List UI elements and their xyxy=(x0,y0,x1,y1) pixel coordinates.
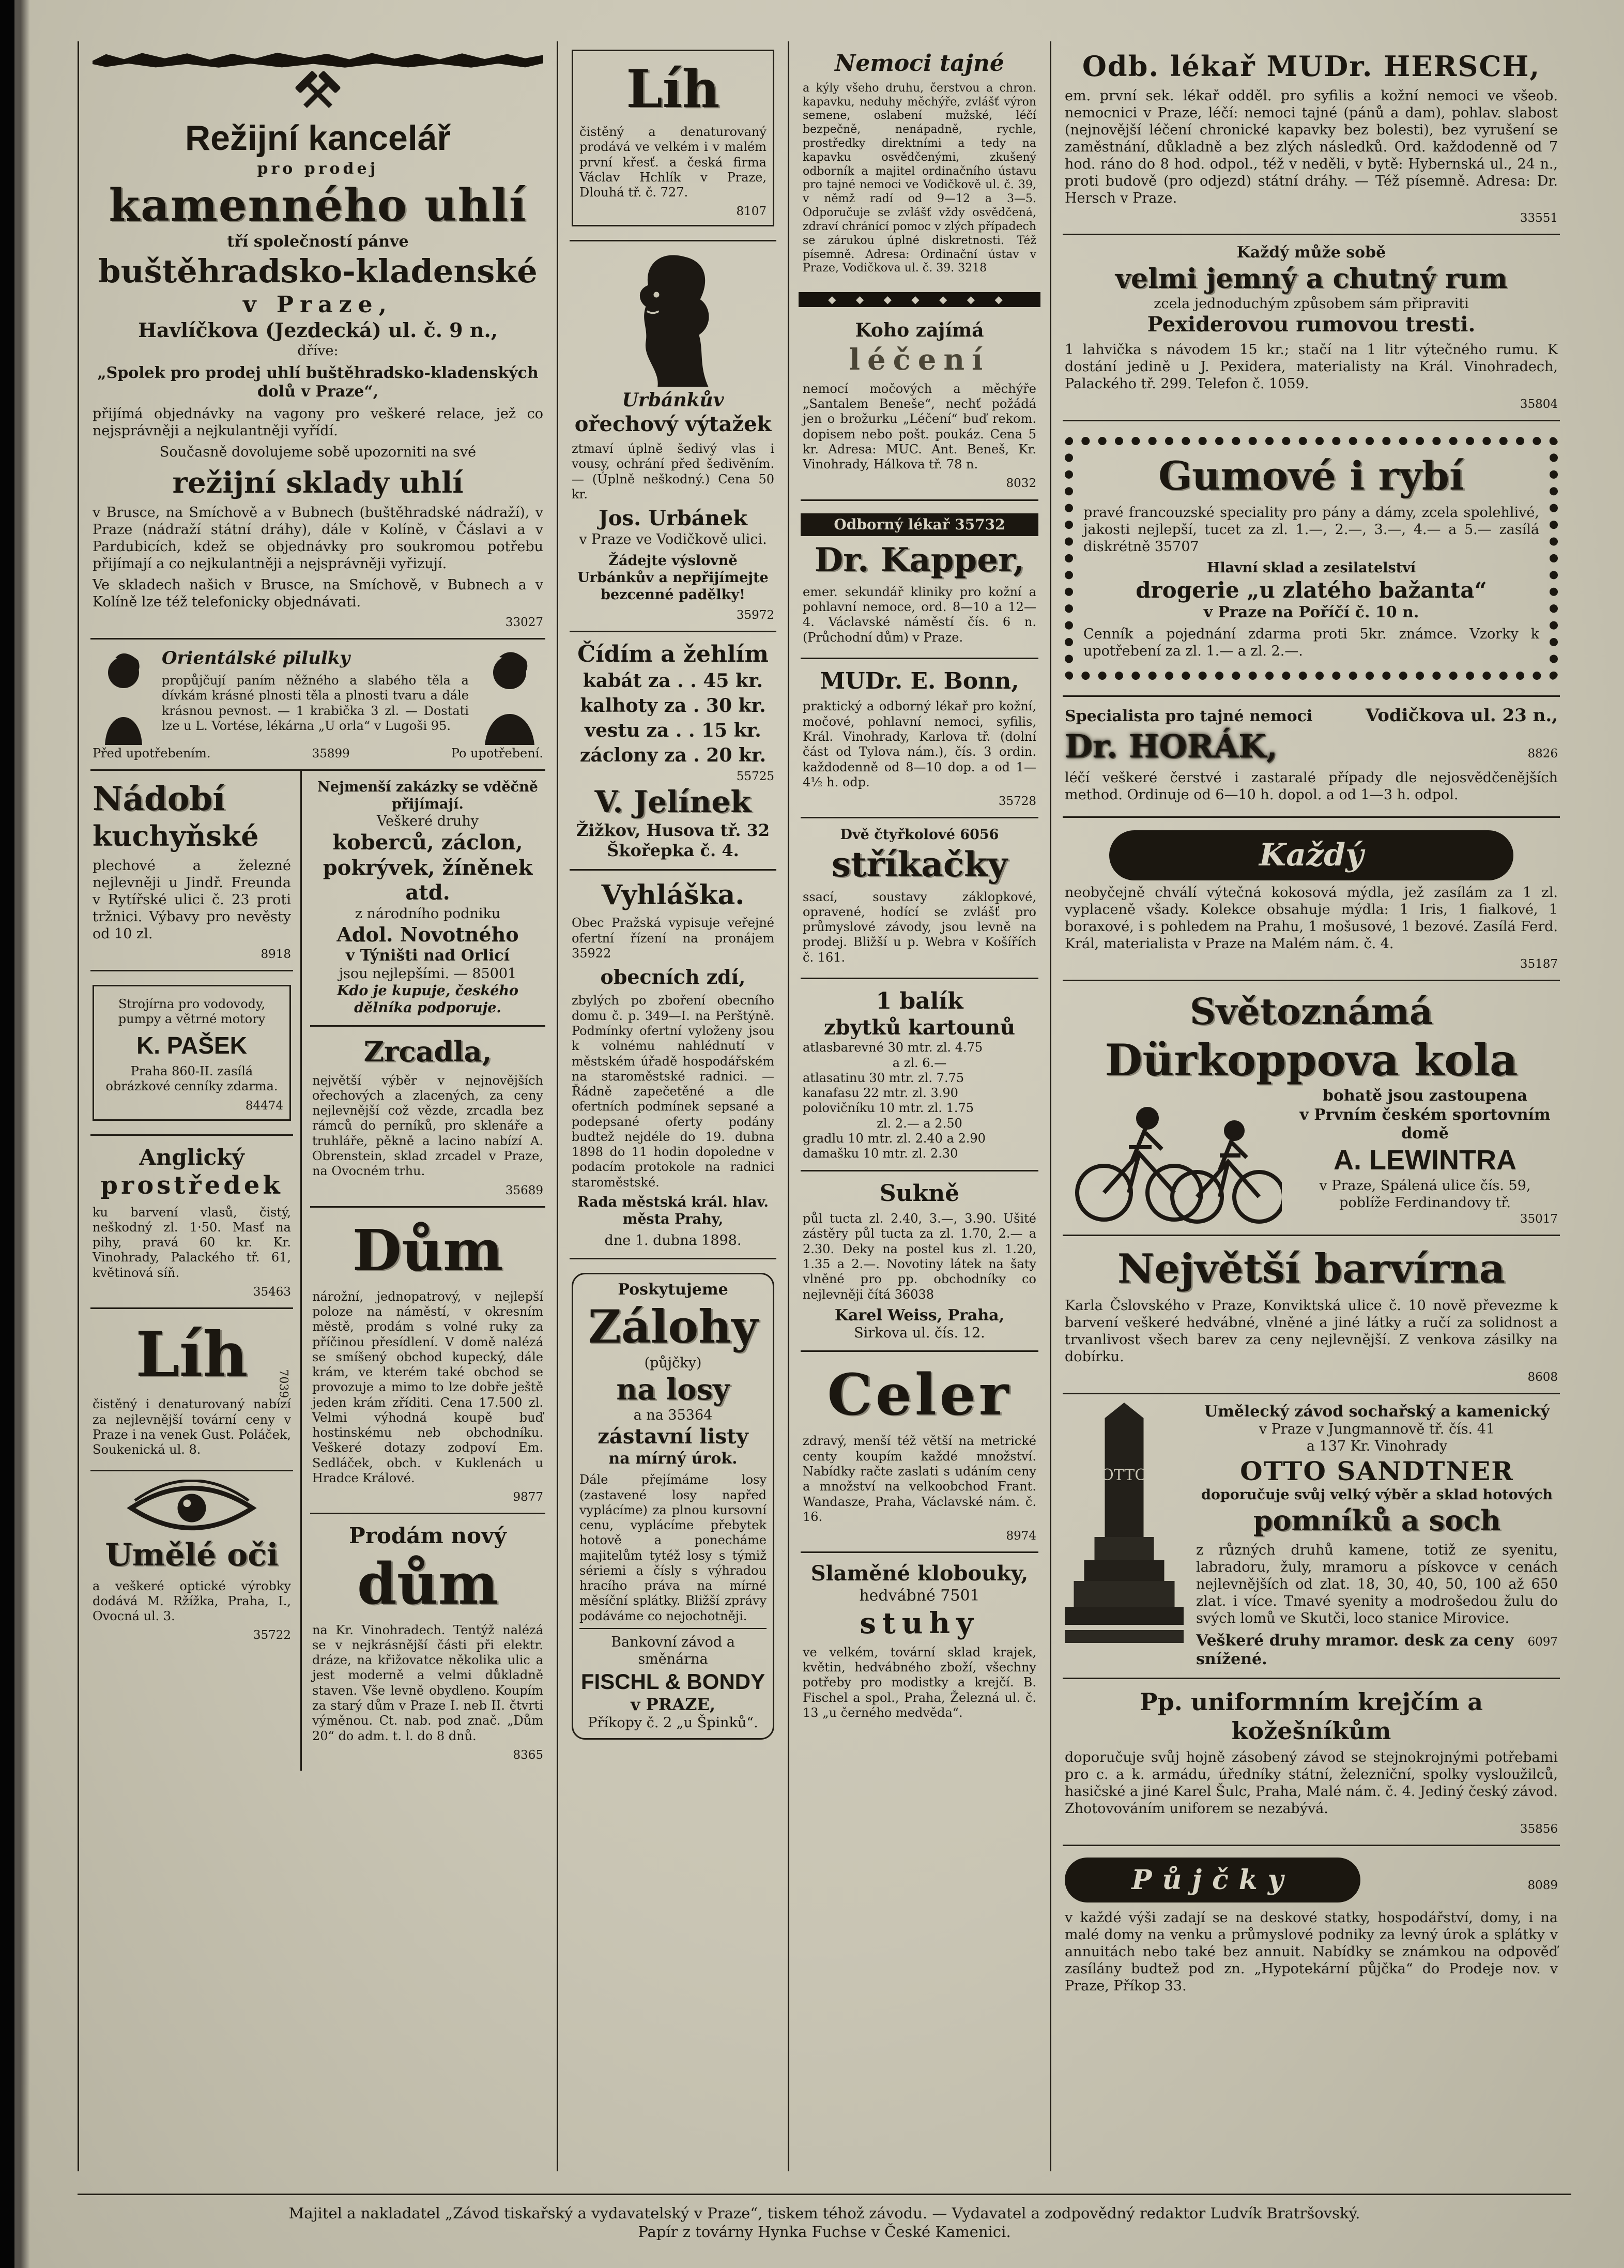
price-line: kabát za . . 45 kr. xyxy=(583,670,763,692)
fabric-line: damašku 10 mtr. zl. 2.30 xyxy=(803,1146,958,1161)
ad-address: v Praze ve Vodičkově ulici. xyxy=(579,531,767,547)
column-a-subcolumns xyxy=(90,769,545,1771)
ad-title: zástavní listy xyxy=(597,1424,748,1449)
ad-line: Bankovní závod a směnárna xyxy=(579,1628,767,1668)
ad-title: Největší barvírna xyxy=(1117,1245,1506,1292)
ad-line: Veškeré druhy xyxy=(377,813,479,829)
ad-firm: Karel Weiss, Praha, xyxy=(834,1306,1005,1325)
ad-kazdy-mydla xyxy=(1063,816,1560,980)
ad-line: hedvábné 7501 xyxy=(859,1586,980,1605)
ad-number: 8365 xyxy=(513,1748,543,1762)
ad-line: zcela jednoduchým způsobem sám připraviti xyxy=(1154,295,1469,312)
ad-body: doporučuje svůj hojně zásobený závod se stejnokrojnými potřebami pro c. a k. armádu, úředníky státní, železniční, spolky vysloužilců, hasičské a jiné Karel Šulc, Praha, Malé nám. č. 4. Jediný český závod. Zhotovováním uniforem se nezabývá. xyxy=(1065,1749,1558,1817)
ad-number: 35689 xyxy=(505,1183,543,1197)
ad-title: Čídím a žehlím xyxy=(577,641,769,667)
price-line: vestu za . . 15 kr. xyxy=(585,720,761,742)
ad-line: Dvě čtyřkolové 6056 xyxy=(840,827,999,843)
ad-line: v Prvním českém sportovním domě xyxy=(1299,1105,1551,1143)
ad-title: kuchyňské xyxy=(93,819,259,853)
ad-title: stříkačky xyxy=(831,844,1008,885)
ad-body: půl tucta zl. 2.40, 3.—, 3.90. Ušité zástěry půl tucta za zl. 1.70, 2.— a 2.30. Deky na postel kus zl. 1.20, 1.35 a 2.—. Novotiny látek na šaty vlněné pro pp. obchodníky co nejlevněji čítá 36038 xyxy=(803,1211,1036,1302)
ad-nejvetsi-barvirna xyxy=(1063,1235,1560,1393)
ad-title-banner: Každý xyxy=(1109,830,1513,880)
ad-line: jsou nejlepšími. — 85001 xyxy=(339,965,517,982)
ad-title: Sukně xyxy=(879,1180,960,1207)
ad-nadobi-kuchynske xyxy=(90,771,293,970)
ad-subtitle: pro prodej xyxy=(257,159,379,178)
ad-address: v Praze na Poříčí č. 10 n. xyxy=(1203,603,1419,621)
ad-address: Havlíčkova (Jezdecká) ul. č. 9 n., xyxy=(138,318,498,342)
ad-line: „Spolek pro prodej uhlí buštěhradsko-kladenských dolů v Praze“, xyxy=(97,363,539,401)
ad-prodam-novy-dum xyxy=(310,1513,545,1771)
ad-line: Kdo je kupuje, českého dělníka podporuje. xyxy=(336,982,519,1016)
ad-body: na Kr. Vinohradech. Tentýž nalézá se v nejkrásnější části při elektr. dráze, na křižovatce několika ulic a jest moderně a velmi důkladně staven. Vše levně obydleno. Koupím za starý dům v Praze I. neb II. čtvrti výměnou. Ct. nab. pod znač. „Dům 20“ do adm. t. l. do 8 dnů. xyxy=(312,1622,543,1743)
ad-display-line: režijní sklady uhlí xyxy=(172,465,464,500)
ad-vyhlaska xyxy=(570,869,776,1258)
ad-number: 35804 xyxy=(1520,398,1558,412)
ad-strikacky xyxy=(801,817,1038,978)
ad-number: 8918 xyxy=(261,947,291,961)
column-a xyxy=(78,41,558,2171)
ad-line: doporučuje svůj velký výběr a sklad hotových xyxy=(1201,1487,1553,1503)
ad-line: Umělecký závod sochařský a kamenický xyxy=(1204,1402,1550,1421)
ad-body: Současně dovolujeme sobě upozorniti na své xyxy=(159,444,477,460)
price-line: kalhoty za . 30 kr. xyxy=(580,695,766,717)
ad-title: Odb. lékař MUDr. HERSCH, xyxy=(1082,50,1541,83)
ad-address: v Praze, Spálená ulice čís. 59, poblíže Ferdinandovy tř. xyxy=(1319,1177,1531,1211)
ad-date: dne 1. dubna 1898. xyxy=(604,1232,742,1249)
ad-warning: Žádejte výslovně Urbánkův a nepřijímejte bezcenné padělky! xyxy=(577,552,769,603)
ad-body: čistěný i denaturovaný nabízí za nejlevnější tovární ceny v Praze i na venek Gust. Poláček, Soukenická ul. 8. xyxy=(93,1397,291,1457)
ad-number: 8032 xyxy=(1006,477,1036,491)
ad-title: Anglický xyxy=(139,1144,244,1170)
ad-number: 35728 xyxy=(998,795,1036,809)
ad-line: a na 35364 xyxy=(633,1407,713,1423)
ad-body: plechové a železné nejlevněji u Jindř. Freunda v Rytířské ulici č. 23 proti tržnici. Výbavy pro nevěsty od 10 zl. xyxy=(93,857,291,942)
ad-sukne-weiss xyxy=(801,1170,1038,1351)
ad-orientalske-pilulky xyxy=(90,638,545,769)
ad-title: na losy xyxy=(616,1372,730,1407)
ad-body: Cenník a pojednání zdarma proti 5kr. známce. Vzorky k upotřebení za zl. 1.— a zl. 2.—. xyxy=(1083,626,1539,660)
ad-title: dům xyxy=(357,1550,499,1617)
ad-body: propůjčují paním něžného a slabého těla a dívkám krásné plnosti těla a plnosti tvaru a dále krásnou pevnost. — 1 krabička 3 zl. — Dostati lze u L. Vortése, lékárna „U orla“ v Lugoši 95. xyxy=(162,673,469,733)
ad-name: MUDr. E. Bonn, xyxy=(820,667,1019,694)
ad-body: přijímá objednávky na vagony pro veškeré relace, jež co nejsprávněji a nejkulantněji vyřídí. xyxy=(93,405,543,439)
columns xyxy=(78,41,1571,2171)
ad-title: Prodám nový xyxy=(349,1523,507,1549)
ad-body: ve velkém, tovární sklad krajek, květin, hedvábného zboží, všechny potřeby pro modistky a krejčí. B. Fischel a spol., Praha, Železná ul. č. 13 „u černého medvěda“. xyxy=(803,1645,1036,1720)
ad-title: pomníků a soch xyxy=(1253,1504,1501,1538)
ad-urbankuv-vytazek xyxy=(570,240,776,630)
ad-name: K. PAŠEK xyxy=(136,1032,247,1059)
ad-number: 33027 xyxy=(505,615,543,629)
ad-line: Poskytujeme xyxy=(618,1280,728,1299)
ad-address: Vodičkova ul. 23 n., xyxy=(1365,705,1558,726)
woman-after-illustration xyxy=(476,648,543,746)
monument-illustration xyxy=(1065,1403,1184,1669)
ad-title: prostředek xyxy=(100,1171,283,1200)
ad-body: zbylých po zboření obecního domu č. p. 349—I. na Perštýně. Podmínky ofertní vyloženy jsou k volnému nahlédnutí v městském úřadě hospodářském na staroměstské radnici. — Řádně zapečetěné a dle ofertních podmínek sepsané a podepsané oferty podány budtež nejdéle do 19. dubna 1898 do 11 hodin dopoledne v podacím protokole na radnici staroměstské. xyxy=(572,993,774,1190)
ad-title: Nádobí xyxy=(93,779,225,818)
fabric-line: gradlu 10 mtr. zl. 2.40 a 2.90 xyxy=(803,1131,986,1146)
ad-body: ku barvení vlasů, čistý, neškodný zl. 1·50. Masť na pihy, pravá 60 kr. Kr. Vinohrady, Palackého tř. 61, květinová síň. xyxy=(93,1205,291,1280)
ad-number: 55725 xyxy=(736,770,774,784)
ad-line: bohatě jsou zastoupena xyxy=(1323,1087,1527,1105)
fabric-line: zl. 2.— a 2.50 xyxy=(877,1116,962,1131)
ad-number: 35899 xyxy=(312,747,350,760)
ad-lih-polacek xyxy=(90,1307,293,1470)
ad-title: Gumové i rybí xyxy=(1158,453,1464,499)
ad-title: Slaměné klobouky, xyxy=(810,1561,1029,1586)
eye-illustration xyxy=(93,1480,291,1536)
ad-line: na mírný úrok. xyxy=(608,1449,738,1468)
ad-line: Specialista pro tajné nemoci xyxy=(1065,707,1313,726)
ad-body: emer. sekundář kliniky pro kožní a pohlavní nemoce, ord. 8—10 a 12—4. Václavské náměstí čís. 6 n. (Průchodní dům) v Praze. xyxy=(803,584,1036,645)
ad-line: (půjčky) xyxy=(644,1354,702,1371)
ad-body: Praha 860-II. zasílá obrázkové cenníky zdarma. xyxy=(105,1064,278,1094)
ad-line: v Praze v Jungmannově tř. čís. 41 xyxy=(1259,1421,1495,1438)
ad-number: 7039 xyxy=(277,1369,290,1398)
imprint-line: Majitel a nakladatel „Závod tiskařský a vydavatelský v Praze“, tiskem téhož závodu. — Vydavatel a zodpovědný redaktor Ludvík Bratršovský. xyxy=(288,2204,1360,2223)
ad-number: 84474 xyxy=(245,1099,283,1113)
subcolumn-left xyxy=(90,771,300,1771)
ad-title: velmi jemný a chutný rum xyxy=(1115,263,1508,295)
fabric-line: polovičníku 10 mtr. zl. 1.75 xyxy=(803,1101,974,1116)
ad-body: pravé francouzské speciality pro pány a dámy, zcela spolehlivé, jakosti nejlepší, tucet za zl. 1.—, 2.—, 3.—, 4.— a 5.— zasílá diskrétně 35707 xyxy=(1083,504,1539,555)
ad-title: zbytků kartounů xyxy=(823,1015,1016,1040)
cyclists-illustration xyxy=(1065,1089,1282,1224)
ad-body: praktický a odborný lékař pro kožní, močové, pohlavní nemoci, syfilis, Král. Vinohrady, Karlova tř. (dolní část od Tylova nám.), čís. 3 ordin. každodenně od 8—10 dop. a od 1—4½ h. odp. xyxy=(803,699,1036,789)
ad-number: 9877 xyxy=(513,1490,543,1504)
subcolumn-right xyxy=(300,771,545,1771)
ad-otto-sandtner xyxy=(1063,1393,1560,1678)
ad-line: a 137 Kr. Vinohrady xyxy=(1306,1438,1448,1455)
ad-zalohy-fischl-bondy xyxy=(570,1258,776,1753)
ad-number: 35972 xyxy=(736,608,774,622)
ad-line: Každý může sobě xyxy=(1236,243,1386,262)
ad-title: Celer xyxy=(827,1361,1012,1428)
ad-number: 33551 xyxy=(1520,211,1558,225)
ad-subtitle: obecních zdí, xyxy=(600,965,746,989)
ad-number: 8107 xyxy=(736,205,767,219)
ad-city: v Praze, xyxy=(243,291,393,318)
ad-name: Pexiderovou rumovou tresti. xyxy=(1147,312,1476,337)
ad-number: 35722 xyxy=(253,1628,291,1642)
ad-name: drogerie „u zlatého bažanta“ xyxy=(1136,577,1487,603)
ad-body: v každé výši zadají se na deskové statky, hospodářství, domy, i na malé domy na venku a průmyslové podniky za levný úrok a splátky v annuitách nebo také bez annuit. Nabídky se známkou na odpověď zasílány budtež pod zn. „Hypotekární půjčka“ do Prodeje nov. v Praze, Příkop 33. xyxy=(1065,1910,1558,1994)
ad-title: Dům xyxy=(352,1216,503,1284)
ad-name: Jos. Urbánek xyxy=(598,506,748,531)
ad-koberce-novotny xyxy=(310,771,545,1025)
fabric-line: atlasatinu 30 mtr. zl. 7.75 xyxy=(803,1070,964,1085)
ad-title: Vyhláška. xyxy=(601,879,745,911)
ad-address: Příkopy č. 2 „u Špinků“. xyxy=(588,1715,758,1731)
ad-lih-hchlik xyxy=(570,41,776,240)
ad-title-banner: Půjčky xyxy=(1065,1858,1360,1902)
ad-pujcky xyxy=(1063,1845,1560,2007)
ad-body: nemocí močových a měchýře „Santalem Beneše“, nechť požádá jen o brožurku „Léčení“ buď rekom. dopisem nebo pošt. poukáz. Cena 5 kr. Adresa: MUC. Ant. Beneš, Kr. Vinohrady, Hálkova tř. 78 n. xyxy=(803,381,1036,472)
ad-body: největší výběr v nejnovějších ořechových a zlacených, za ceny nejlevnější což vězde, zrcadla bez rámců do perníků, pro sklenáře a truhláře, pěkně a lacino nabízí A. Obrenstein, sklad zrcadel v Praze, na Ovocném trhu. xyxy=(312,1073,543,1179)
ad-line: Veškeré druhy mramor. desk za ceny snížené. xyxy=(1196,1631,1514,1669)
ad-title: Dürkoppova kola xyxy=(1105,1034,1518,1086)
ad-body: z různých druhů kamene, totiž ze syenitu, labradoru, žuly, mramoru a pískovce v cenách nejlevnějších od zlat. 18, 30, 40, 50, 100 až 650 zlat. i více. Tmavé syenity a modrošedou žulu do svých lomů ve Skutči, loco stanice Mirovice. xyxy=(1196,1542,1558,1626)
ad-title: Líh xyxy=(135,1318,248,1391)
ad-anglicky-prostredek xyxy=(90,1134,293,1307)
ad-balik-kartounu xyxy=(801,978,1038,1170)
ad-dum-prodej xyxy=(310,1206,545,1513)
ad-title: Režijní kancelář xyxy=(185,118,451,158)
ad-name: Dr. Kapper, xyxy=(814,540,1025,580)
torn-bar-divider xyxy=(93,52,543,68)
ad-pasek-strojirna xyxy=(90,970,293,1134)
imprint-footer xyxy=(78,2194,1571,2241)
ad-display-line: buštěhradsko-kladenské xyxy=(98,252,538,291)
ad-nemoci-tajne xyxy=(801,41,1038,288)
ad-number: 6097 xyxy=(1527,1635,1558,1649)
ad-rezijni-kancelar xyxy=(90,41,545,638)
ad-uniformni-krejci xyxy=(1063,1678,1560,1845)
ad-line: v PRAZE, xyxy=(630,1695,716,1715)
ad-line: Strojírna pro vodovody, pumpy a větrné motory xyxy=(118,996,266,1026)
imprint-line: Papír z továrny Hynka Fuchse v České Kamenici. xyxy=(638,2223,1011,2241)
ad-durkoppova-kola xyxy=(1063,980,1560,1234)
ad-koho-zajima-leceni xyxy=(801,311,1038,499)
ad-pexiderova-trest xyxy=(1063,234,1560,420)
ad-gumove-i-rybi xyxy=(1063,420,1560,695)
ad-line: Urbánkův xyxy=(622,389,724,412)
monument-label: OTTO xyxy=(1101,1466,1147,1484)
ad-address: Žižkov, Husova tř. 32 xyxy=(576,820,770,840)
ad-title: léčení xyxy=(849,342,990,377)
ad-line: dříve: xyxy=(297,342,339,359)
ad-mudr-hersch xyxy=(1063,41,1560,234)
ad-body: Ve skladech našich v Brusce, na Smíchově, v Bubnech a v Kolíně lze též telefonicky objednávati. xyxy=(93,576,543,610)
ad-signature: Rada městská král. hlav. města Prahy, xyxy=(577,1194,769,1227)
ad-caption-left: Před upotřebením. xyxy=(93,745,211,760)
ad-address: Škořepka č. 4. xyxy=(607,840,739,860)
ad-body: léčí veškeré čerstvé i zastaralé případy dle nejosvědčenějších method. Ordinuje od 6—10 h. dopol. a od 1—3 h. odpol. xyxy=(1065,770,1558,803)
ad-name: Dr. HORÁK, xyxy=(1065,727,1278,765)
ad-display-line: kamenného uhlí xyxy=(109,179,527,232)
ad-line: v Týništi nad Orlicí xyxy=(345,947,510,965)
ad-number: 8826 xyxy=(1527,747,1558,760)
ad-title: ořechový výtažek xyxy=(574,412,772,437)
ad-body: zdravý, menší též větší na metrické centy koupím každé množství. Nabídky račte zaslati s udáním ceny a množství na velkoobchod Frant. Wandasze, Praha, Václavské nám. č. 16. xyxy=(803,1434,1036,1524)
ad-body: em. první sek. lékař odděl. pro syfilis a kožní nemoci ve všeob. nemocnici v Praze, léčí: nemoci tajné (pánů a dam), pohlav. slabost (nejnovější léčení chronické kapavky bez bolesti), bez vyrušení se zaměstnání, důkladně a bez zlých následků. Ord. každodenně od 7 hod. ráno do 8 hod. odpol., též v neděli, v bytě: Hybernská ul., 24 n., proti budově (pro odjezd) státní dráhy. — Též písemně. Adresa: Dr. Hersch v Praze. xyxy=(1065,87,1558,206)
ad-body: čistěný a denaturovaný prodává ve velkém i v malém první křesť. a česká firma Václav Hchlík v Praze, Dlouhá tř. č. 727. xyxy=(579,125,767,200)
ad-line: tří společností pánve xyxy=(227,233,409,251)
ad-body: v Brusce, na Smíchově a v Bubnech (buštěhradské nádraží), v Praze (nádraží státní dráhy), dále v Kolíně, v Čáslavi a v Pardubicích, kdež se objednávky pro soukromou potřebu přijímají a co nejkulantněji a nejsprávněji vyřizují. xyxy=(93,504,543,572)
ad-body: ssací, soustavy záklopkové, opravené, hodící se zvlášť pro průmyslové závody, jsou levně na prodej. Bližší u p. Webra v Košířích č. 161. xyxy=(803,889,1036,965)
ad-title: stuhy xyxy=(860,1606,979,1640)
ad-dr-kapper xyxy=(801,499,1038,658)
ad-umele-oci xyxy=(90,1470,293,1651)
ad-number: 35856 xyxy=(1520,1822,1558,1836)
scan-edge xyxy=(0,0,30,2268)
ad-number: 35017 xyxy=(1520,1212,1558,1226)
ad-celer xyxy=(801,1350,1038,1551)
ad-title: Světoznámá xyxy=(1189,990,1433,1033)
column-d xyxy=(1051,41,1571,2171)
woman-profile-illustration xyxy=(572,250,774,389)
ad-firm: FISCHL & BONDY xyxy=(580,1669,765,1694)
ad-name: A. LEWINTRA xyxy=(1334,1144,1516,1176)
ad-body: a kýly všeho druhu, čerstvou a chron. kapavku, neduhy měchýře, zvlášť výron semene, oslabení mužské, léčí bezpečně, nenápadně, rychle, prostředky direktními a tedy na kapavku osvědčenými, zkušený odborník a majitel ordinačního ústavu pro tajné nemoci ve Vodičkově ul. č. 39, v němž radí od 9—12 a 3—5. Odporučuje se zvlášť vždy osvědčená, zdraví chránící pomoc v zlých případech se zárukou úplné diskretnosti. Též písemně. Adresa: Ordinační ústav v Praze, Vodičkova ul. č. 39. 3218 xyxy=(803,81,1036,275)
ad-number: 8608 xyxy=(1527,1370,1558,1384)
ad-title: Zálohy xyxy=(588,1300,758,1354)
ad-body: a veškeré optické výrobky dodává M. Ržížka, Praha, I., Ovocná ul. 3. xyxy=(93,1578,291,1624)
ad-line: z národního podniku xyxy=(355,906,501,922)
ad-body: nárožní, jednopatrový, v nejlepší poloze na náměstí, v okresním městě, prodám s volné ruky za příčinou přesídlení. V domě nalézá se smíšený obchod kupecký, dále krám, ve kterém také obchod se provozuje a mimo to lze dobře ještě jeden krám zříditi. Cena 17.500 zl. Velmi výhodná koupě buď hostinskému neb obchodníku. Veškeré dotazy zodpoví Em. Sedláček, obch. v Kuklenách u Hradce Králové. xyxy=(312,1289,543,1485)
ad-body: Karla Čslovského v Praze, Konviktská ulice č. 10 nově převezme k barvení veškeré hedvábné, vlněné a jiné látky a ručí za solidnost a trvanlivost všech barev za ceny nejlevnější. Z venkova zásilky na dobírku. xyxy=(1065,1297,1558,1365)
column-b xyxy=(558,41,789,2171)
ad-mudr-bonn xyxy=(801,658,1038,817)
hammer-pick-icon xyxy=(93,70,543,117)
fabric-line: a zl. 6.— xyxy=(892,1055,947,1070)
ad-body: neobyčejně chválí výtečná kokosová mýdla, jež zasílám za 1 zl. vyplaceně všady. Kolekce obsahuje mýdla: 1 Iris, 1 fialkové, 1 boraxové, i s pohledem na Prahu, 1 mošusové, 1 bezové. Zasílá Ferd. Král, materialista v Praze na Malém nám. č. 4. xyxy=(1065,885,1558,952)
ad-title: Pp. uniformním krejčím a kožešníkům xyxy=(1139,1687,1483,1745)
ornament-divider: ◆ ◆ ◆ ◆ ◆ ◆ ◆ xyxy=(799,292,1040,307)
ad-title: Koho zajímá xyxy=(855,319,984,341)
ad-title: Nemoci tajné xyxy=(835,50,1004,77)
woman-before-illustration xyxy=(93,648,155,746)
ad-title: Líh xyxy=(626,58,720,119)
price-line: záclony za . 20 kr. xyxy=(579,744,767,767)
ad-line: Nejmenší zakázky se vděčně přijímají. xyxy=(317,779,538,812)
ad-caption-right: Po upotřebení. xyxy=(451,745,543,760)
ad-cidim-zehlim xyxy=(570,631,776,869)
ad-name: V. Jelínek xyxy=(594,784,752,820)
ad-body: Dále přejímáme losy (zastavené losy napřed vyplácíme) za plnou kursovní cenu, vyplácíme přebytek hotově a ponecháme majitelům tytéž losy s týmiž sériemi a čísly s výhradou hracího práva na mírné měsíční splátky. Bližší zprávy podáváme co nejochotněji. xyxy=(579,1472,767,1623)
chain-border-box xyxy=(1065,437,1558,680)
ad-line: Hlavní sklad a zesilatelství xyxy=(1206,559,1416,576)
ad-name: Adol. Novotného xyxy=(336,923,519,947)
ad-title: koberců, záclon, pokrývek, žíněnek atd. xyxy=(323,830,533,905)
fabric-line: atlasbarevné 30 mtr. zl. 4.75 xyxy=(803,1040,983,1055)
ad-address: Sirkova ul. čís. 12. xyxy=(854,1325,985,1342)
ad-name: OTTO SANDTNER xyxy=(1240,1456,1514,1487)
fabric-line: kanafasu 22 mtr. zl. 3.90 xyxy=(803,1086,958,1101)
ad-zrcadla xyxy=(310,1025,545,1206)
ad-body: ztmaví úplně šedivý vlas i vousy, ochrání před šedivěním. — (Úplně neškodný.) Cena 50 kr. xyxy=(572,442,774,501)
ad-title: Umělé oči xyxy=(105,1537,279,1574)
ad-body: Obec Pražská vypisuje veřejné ofertní řízení na pronájem 35922 xyxy=(572,916,774,961)
ad-dr-horak xyxy=(1063,695,1560,816)
ad-title: Orientálské pilulky xyxy=(162,647,350,668)
ad-number: 8089 xyxy=(1527,1878,1558,1892)
ad-title: 1 balík xyxy=(876,987,963,1014)
ad-body: 1 lahvička s návodem 15 kr.; stačí na 1 litr výtečného rumu. K dostání jedině u J. Pexidera, materialisty na Král. Vinohradech, Palackého tř. 299. Telefon č. 1059. xyxy=(1065,342,1558,392)
ad-band: Odborný lékař 35732 xyxy=(801,513,1038,536)
ad-number: 8974 xyxy=(1006,1529,1036,1543)
ad-slamene-klobouky xyxy=(801,1551,1038,1733)
column-c xyxy=(789,41,1051,2171)
ad-number: 35187 xyxy=(1520,957,1558,971)
ad-number: 35463 xyxy=(253,1285,291,1299)
ad-title: Zrcadla, xyxy=(363,1034,492,1068)
